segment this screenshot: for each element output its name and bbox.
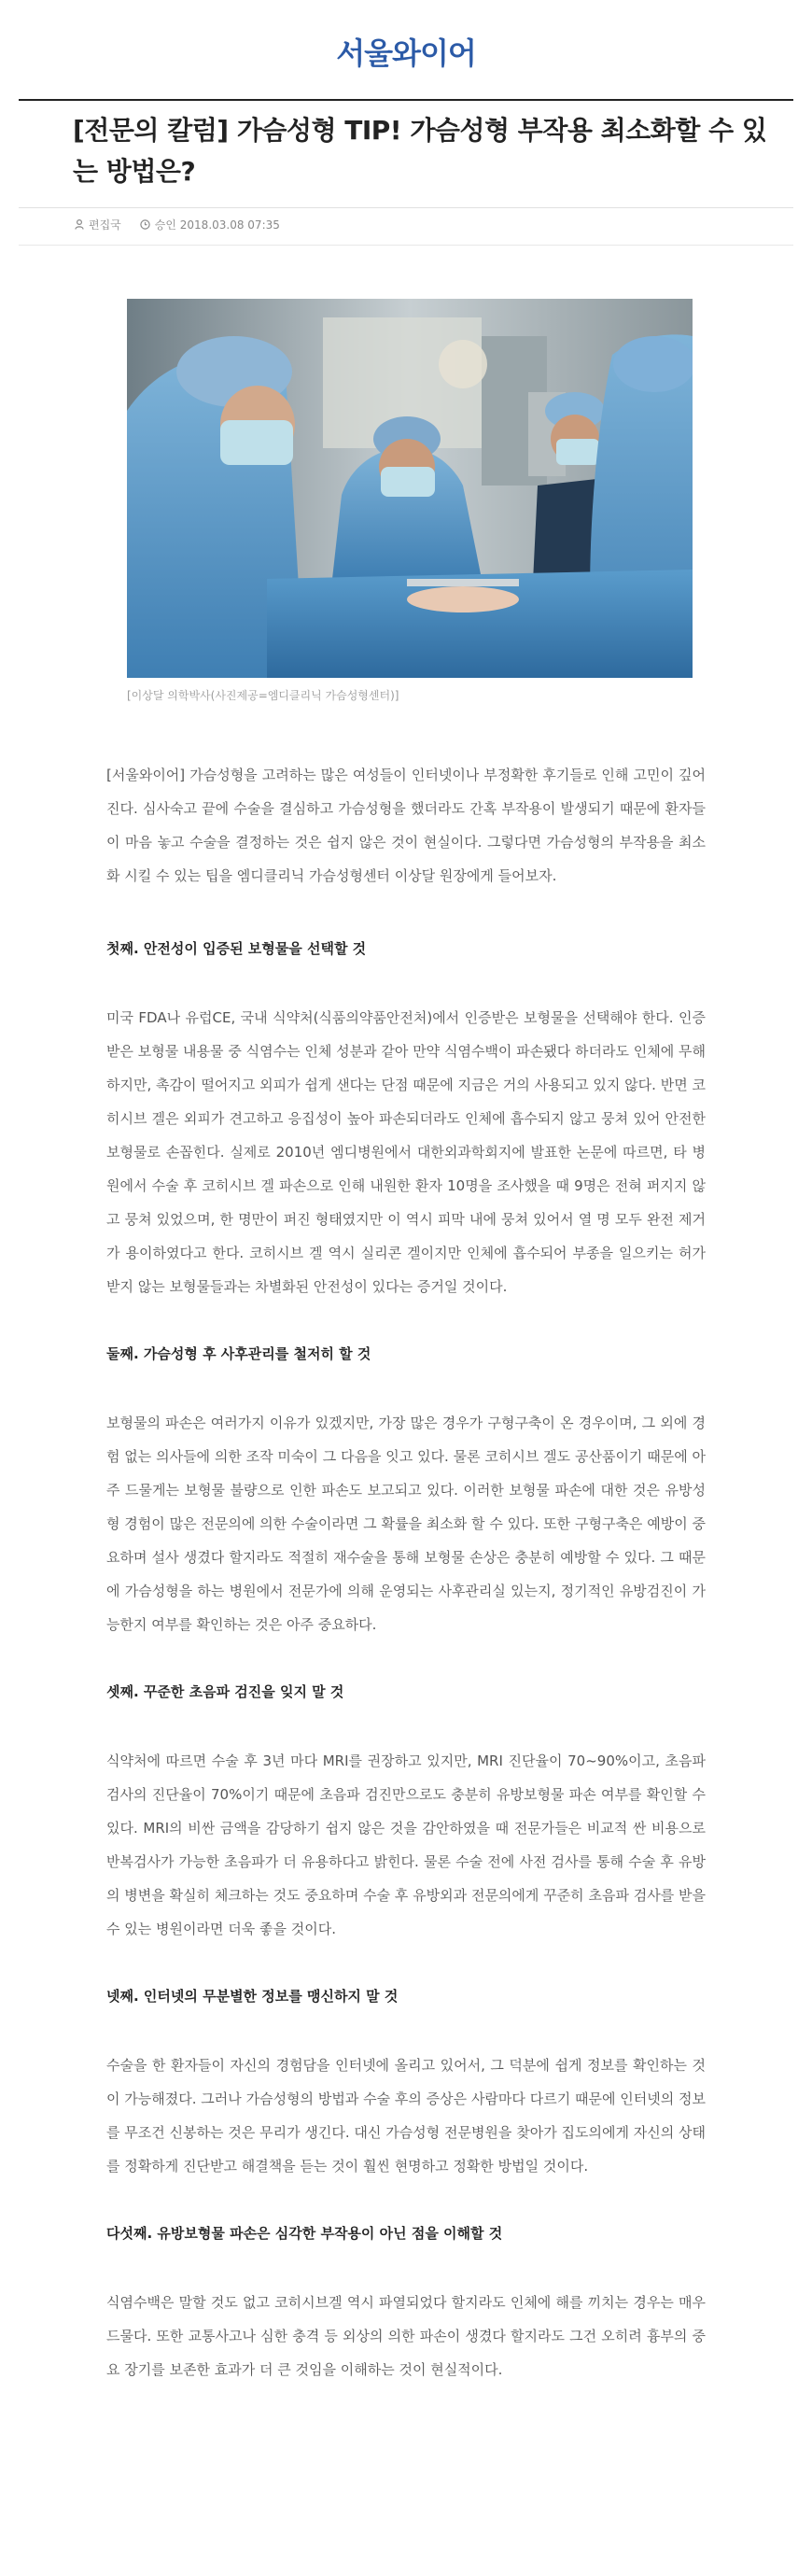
approved-info <box>140 217 280 232</box>
clock-icon <box>140 219 150 230</box>
author-info <box>75 217 121 232</box>
person-icon <box>75 219 84 230</box>
article-figure <box>127 299 693 703</box>
author-name: 편집국 <box>89 218 121 232</box>
site-header <box>0 0 812 93</box>
title-divider <box>19 207 793 208</box>
section-text-1: 미국 FDA나 유럽CE, 국내 식약처(식품의약품안전처)에서 인증받은 보형물을 선택해야 한다. 인증받은 보형물 내용물 중 식염수는 인체 성분과 같아 만약 식염수백이 파손됐다 하더라도 인체에 무해하지만, 촉감이 떨어지고 외피가 쉽게 샌다는 단점 때문에 지금은 거의 사용되고 있지 않다. 반면 코히시브 겔은 외피가 견고하고 응집성이 높아 파손되더라도 인체에 흡수되지 않고 뭉쳐 있어 안전한 보형물로 손꼽힌다. 실제로 2010년 엠디병원에서 대한외과학회지에 발표한 논문에 따르면, 타 병원에서 수술 후 코히시브 겔 파손으로 인해 내원한 환자 10명을 조사했을 때 9명은 전혀 퍼지지 않고 뭉쳐 있었으며, 한 명만이 퍼진 형태였지만 이 역시 피막 내에 뭉쳐 있어서 열 명 모두 완전 제거가 용이하였다고 한다. 코히시브 겔 역시 실리콘 겔이지만 인체에 흡수되어 부종을 일으키는 허가 받지 않는 보형물들과는 차별화된 안전성이 있다는 증거일 것이다. <box>106 1009 706 1295</box>
section-heading-5: 다섯째. 유방보형물 파손은 심각한 부작용이 아닌 점을 이해할 것 <box>106 2225 503 2242</box>
article-meta <box>75 217 280 232</box>
header-divider <box>19 99 793 101</box>
section-text-5: 식염수백은 말할 것도 없고 코히시브겔 역시 파열되었다 할지라도 인체에 해를 끼치는 경우는 매우 드물다. 또한 교통사고나 심한 충격 등 외상의 의한 파손이 생겼다 할지라도 그건 오히려 흉부의 중요 장기를 보존한 효과가 더 큰 것임을 이해하는 것이 현실적이다. <box>106 2294 706 2378</box>
article-body <box>106 758 706 2386</box>
section-heading-3: 셋째. 꾸준한 초음파 검진을 잊지 말 것 <box>106 1683 344 1700</box>
photo-caption: [이상달 의학박사(사진제공=엠디클리닉 가슴성형센터)] <box>127 689 399 702</box>
section-heading-1: 첫째. 안전성이 입증된 보형물을 선택할 것 <box>106 940 367 957</box>
surgery-photo <box>127 299 693 678</box>
article-title: [전문의 칼럼] 가슴성형 TIP! 가슴성형 부작용 최소화할 수 있는 방법은? <box>73 115 767 187</box>
section-heading-4: 넷째. 인터넷의 무분별한 정보를 맹신하지 말 것 <box>106 1988 399 2005</box>
section-text-4: 수술을 한 환자들이 자신의 경험담을 인터넷에 올리고 있어서, 그 덕분에 쉽게 정보를 확인하는 것이 가능해졌다. 그러나 가슴성형의 방법과 수술 후의 증상은 사람마다 다르기 때문에 인터넷의 정보를 무조건 신봉하는 것은 무리가 생긴다. 대신 가슴성형 전문병원을 찾아가 집도의에게 자신의 상태를 정확하게 진단받고 해결책을 듣는 것이 훨씬 현명하고 정확한 방법일 것이다. <box>106 2057 706 2175</box>
site-logo[interactable]: 서울와이어 <box>336 35 476 71</box>
title-area <box>73 110 775 192</box>
meta-divider <box>19 245 793 246</box>
intro-paragraph: [서울와이어] 가슴성형을 고려하는 많은 여성들이 인터넷이나 부정확한 후기들로 인해 고민이 깊어진다. 심사숙고 끝에 수술을 결심하고 가슴성형을 했더라도 간혹 부작용이 발생되기 때문에 환자들이 마음 놓고 수술을 결정하는 것은 쉽지 않은 것이 현실이다. 그렇다면 가슴성형의 부작용을 최소화 시킬 수 있는 팁을 엠디클리닉 가슴성형센터 이상달 원장에게 들어보자. <box>106 767 706 884</box>
section-text-2: 보형물의 파손은 여러가지 이유가 있겠지만, 가장 많은 경우가 구형구축이 온 경우이며, 그 외에 경험 없는 의사들에 의한 조작 미숙이 그 다음을 잇고 있다. 물론 코히시브 겔도 공산품이기 때문에 아주 드물게는 보형물 불량으로 인한 파손도 보고되고 있다. 이러한 보형물 파손에 대한 것은 유방성형 경험이 많은 전문의에 의한 수술이라면 그 확률을 최소화 할 수 있다. 또한 구형구축은 예방이 중요하며 설사 생겼다 할지라도 적절히 재수술을 통해 보형물 손상은 충분히 예방할 수 있다. 그 때문에 가슴성형을 하는 병원에서 전문가에 의해 운영되는 사후관리실 있는지, 정기적인 유방검진이 가능한지 여부를 확인하는 것은 아주 중요하다. <box>106 1415 706 1633</box>
approved-date: 승인 2018.03.08 07:35 <box>154 218 280 232</box>
section-heading-2: 둘째. 가슴성형 후 사후관리를 철저히 할 것 <box>106 1345 371 1362</box>
section-text-3: 식약처에 따르면 수술 후 3년 마다 MRI를 권장하고 있지만, MRI 진단율이 70~90%이고, 초음파 검사의 진단율이 70%이기 때문에 초음파 검진만으로도 충분히 유방보형물 파손 여부를 확인할 수 있다. MRI의 비싼 금액을 감당하기 쉽지 않은 것을 감안하였을 때 전문가들은 비교적 싼 비용으로 반복검사가 가능한 초음파가 더 유용하다고 밝힌다. 물론 수술 전에 사전 검사를 통해 수술 후 유방의 병변을 확실히 체크하는 것도 중요하며 수술 후 유방외과 전문의에게 꾸준히 초음파 검사를 받을 수 있는 병원이라면 더욱 좋을 것이다. <box>106 1753 706 1937</box>
